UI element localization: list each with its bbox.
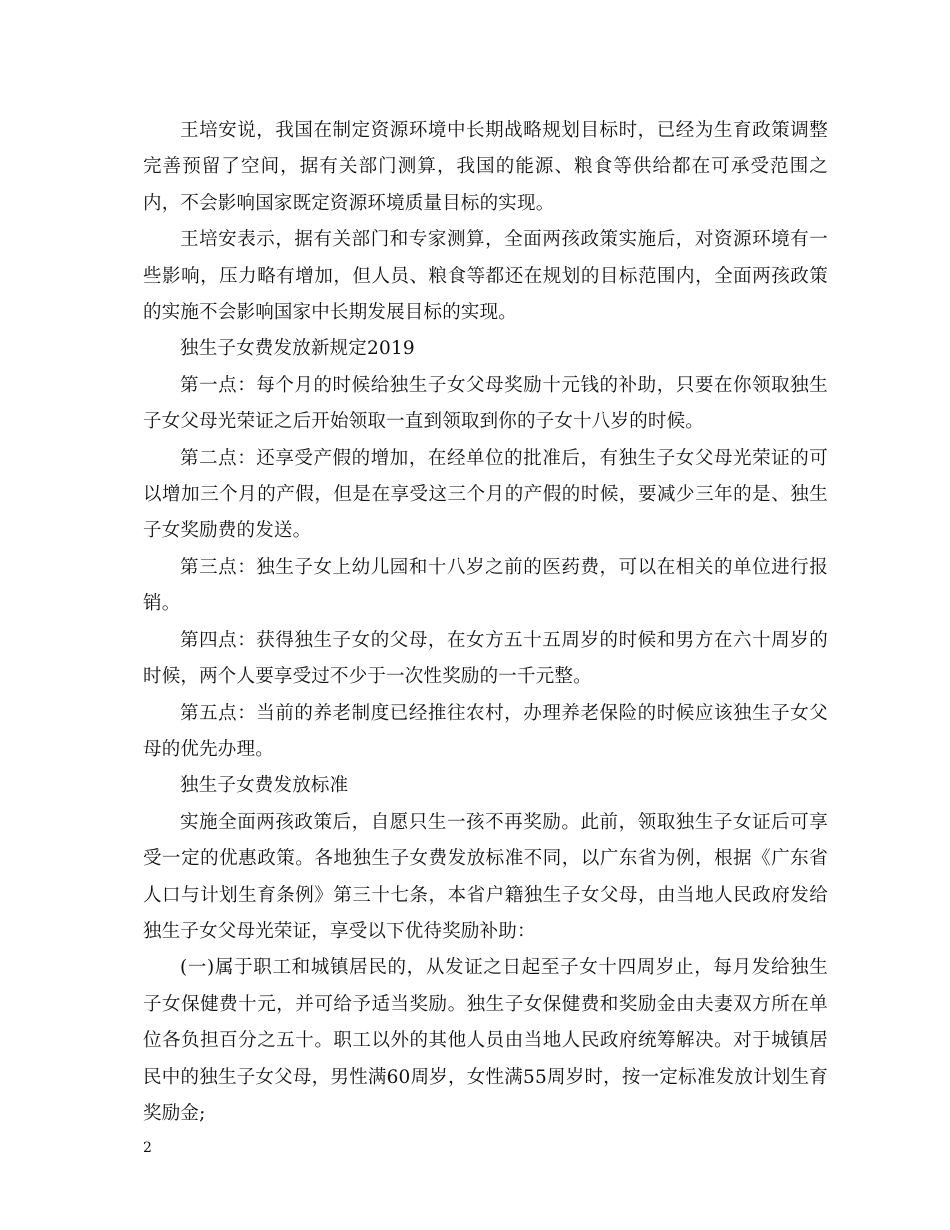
paragraph-policy-intro: 实施全面两孩政策后，自愿只生一孩不再奖励。此前，领取独生子女证后可享受一定的优惠政策。各地独生子女费发放标准不同，以广东省为例，根据《广东省人口与计划生育条例》第三十七条，本省户籍独生子女父母，由当地人民政府发给独生子女父母光荣证，享受以下优待奖励补助： [143, 811, 828, 942]
paragraph-point-two: 第二点：还享受产假的增加，在经单位的批准后，有独生子女父母光荣证的可以增加三个月的产假，但是在享受这三个月的产假的时候，要减少三年的是、独生子女奖励费的发送。 [143, 447, 828, 542]
paragraph-wang-peian-stated: 王培安表示，据有关部门和专家测算，全面两孩政策实施后，对资源环境有一些影响，压力略有增加，但人员、粮食等都还在规划的目标范围内，全面两孩政策的实施不会影响国家中长期发展目标的实现。 [143, 229, 828, 324]
paragraph-point-three: 第三点：独生子女上幼儿园和十八岁之前的医药费，可以在相关的单位进行报销。 [143, 556, 828, 615]
heading-new-regulation-2019: 独生子女费发放新规定2019 [180, 338, 415, 360]
paragraph-point-five: 第五点：当前的养老制度已经推往农村，办理养老保险的时候应该独生子女父母的优先办理。 [143, 702, 828, 760]
paragraph-point-one: 第一点：每个月的时候给独生子女父母奖励十元钱的补助，只要在你领取独生子女父母光荣证之后开始领取一直到领取到你的子女十八岁的时候。 [143, 374, 828, 433]
page-number: 2 [143, 1140, 152, 1156]
document-body [143, 113, 828, 1132]
paragraph-point-four: 第四点：获得独生子女的父母，在女方五十五周岁的时候和男方在六十周岁的时候，两个人要享受过不少于一次性奖励的一千元整。 [143, 629, 828, 688]
heading-payment-standard: 独生子女费发放标准 [180, 775, 349, 797]
paragraph-item-one: (一)属于职工和城镇居民的，从发证之日起至子女十四周岁止，每月发给独生子女保健费十元，并可给予适当奖励。独生子女保健费和奖励金由夫妻双方所在单位各负担百分之五十。职工以外的其他人员由当地人民政府统筹解决。对于城镇居民中的独生子女父母，男性满60周岁，女性满55周岁时，按一定标准发放计划生育奖励金; [143, 957, 828, 1124]
paragraph-wang-peian-said: 王培安说，我国在制定资源环境中长期战略规划目标时，已经为生育政策调整完善预留了空间，据有关部门测算，我国的能源、粮食等供给都在可承受范围之内，不会影响国家既定资源环境质量目标的实现。 [143, 120, 828, 214]
